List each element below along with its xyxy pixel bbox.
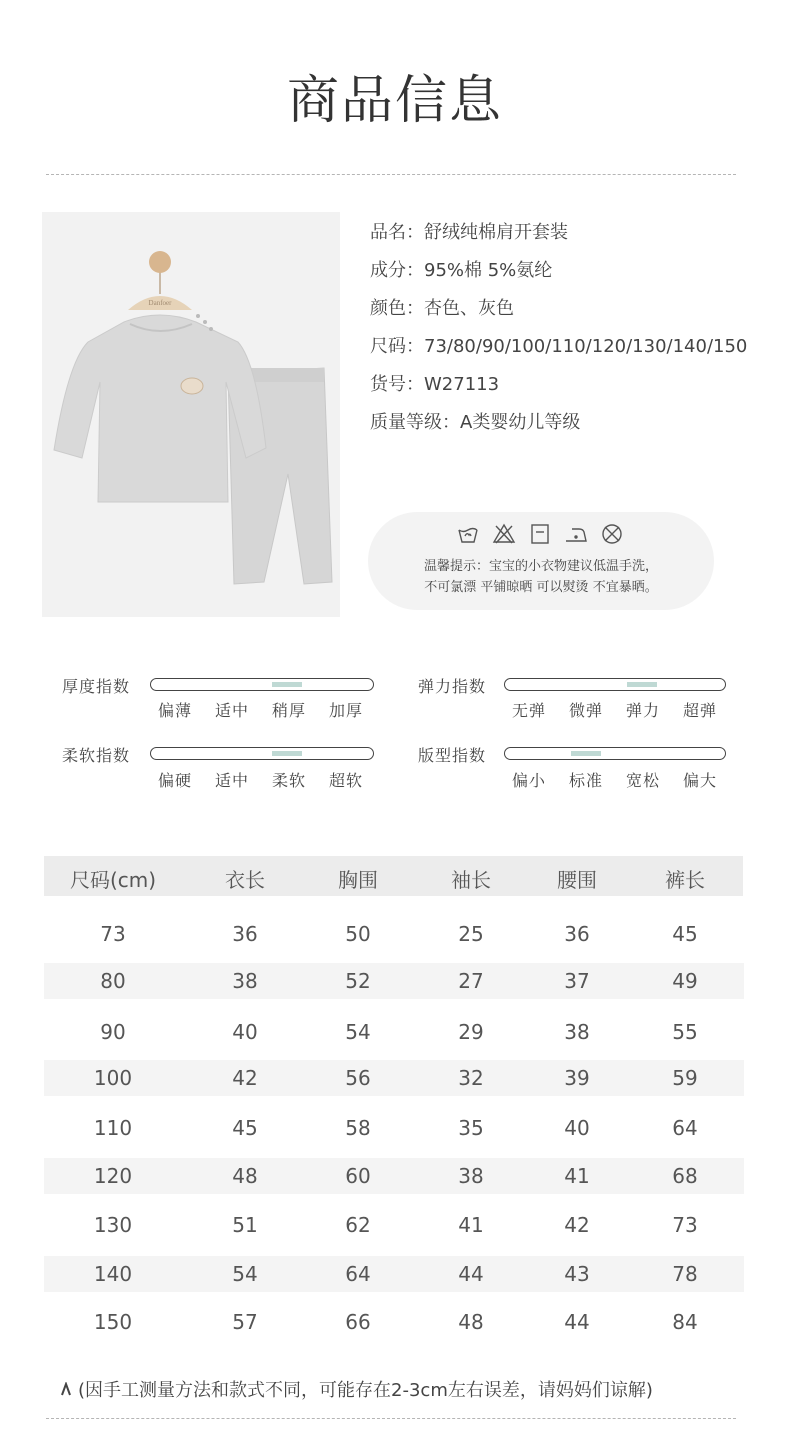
table-cell: 27 bbox=[458, 969, 484, 993]
info-row-size: 尺码：73/80/90/100/110/120/130/140/150 bbox=[370, 336, 748, 357]
table-header-cell: 腰围 bbox=[557, 868, 597, 892]
table-cell: 73 bbox=[100, 922, 126, 946]
table-row bbox=[44, 963, 744, 999]
page-title: 商品信息 bbox=[286, 71, 503, 131]
table-cell: 38 bbox=[564, 1020, 590, 1044]
table-cell: 40 bbox=[232, 1020, 258, 1044]
index-fit bbox=[418, 743, 486, 766]
table-cell: 52 bbox=[345, 969, 371, 993]
table-cell: 25 bbox=[458, 922, 484, 946]
ruler-icon bbox=[60, 1380, 74, 1401]
table-cell: 100 bbox=[93, 1066, 133, 1090]
table-cell: 36 bbox=[564, 922, 590, 946]
table-cell: 90 bbox=[100, 1020, 126, 1044]
divider-bottom bbox=[46, 1418, 736, 1419]
table-cell: 44 bbox=[458, 1262, 484, 1286]
table-cell: 29 bbox=[458, 1020, 484, 1044]
table-header-cell: 尺码(cm) bbox=[69, 868, 157, 892]
table-cell: 62 bbox=[345, 1213, 371, 1237]
table-row bbox=[44, 1158, 744, 1194]
index-label: 柔软指数 bbox=[62, 746, 131, 765]
table-cell: 140 bbox=[93, 1262, 133, 1286]
table-cell: 64 bbox=[672, 1116, 698, 1140]
index-marker bbox=[627, 682, 657, 687]
table-cell: 39 bbox=[564, 1066, 590, 1090]
info-row-material: 成分：95%棉 5%氨纶 bbox=[370, 260, 553, 281]
table-cell: 45 bbox=[232, 1116, 258, 1140]
care-icons bbox=[456, 522, 624, 546]
table-cell: 59 bbox=[672, 1066, 698, 1090]
table-cell: 54 bbox=[232, 1262, 258, 1286]
table-cell: 36 bbox=[232, 922, 258, 946]
index-label: 版型指数 bbox=[418, 746, 487, 765]
table-cell: 150 bbox=[93, 1310, 133, 1334]
index-options-softness: 偏硬 适中 柔软 超软 bbox=[158, 771, 364, 790]
index-elasticity bbox=[418, 674, 486, 697]
table-cell: 84 bbox=[672, 1310, 698, 1334]
table-cell: 51 bbox=[232, 1213, 258, 1237]
table-row bbox=[44, 916, 744, 952]
table-cell: 48 bbox=[232, 1164, 258, 1188]
table-header-cell: 裤长 bbox=[665, 868, 705, 892]
table-cell: 55 bbox=[672, 1020, 698, 1044]
index-options-elasticity: 无弹 微弹 弹力 超弹 bbox=[512, 701, 718, 720]
flat-dry-icon bbox=[528, 522, 552, 546]
info-row-name: 品名：舒绒纯棉肩开套装 bbox=[370, 222, 568, 243]
table-row bbox=[44, 1304, 744, 1340]
table-cell: 32 bbox=[458, 1066, 484, 1090]
index-marker bbox=[272, 751, 302, 756]
table-cell: 41 bbox=[564, 1164, 590, 1188]
table-header-cell: 衣长 bbox=[225, 868, 265, 892]
table-cell: 44 bbox=[564, 1310, 590, 1334]
no-tumble-dry-icon bbox=[600, 522, 624, 546]
table-row bbox=[44, 1256, 744, 1292]
index-softness bbox=[62, 743, 130, 766]
table-cell: 49 bbox=[672, 969, 698, 993]
table-cell: 42 bbox=[232, 1066, 258, 1090]
divider-top bbox=[46, 174, 736, 175]
info-row-grade: 质量等级：A类婴幼儿等级 bbox=[370, 412, 581, 433]
table-cell: 78 bbox=[672, 1262, 698, 1286]
table-cell: 42 bbox=[564, 1213, 590, 1237]
index-track-softness bbox=[150, 747, 374, 760]
table-cell: 120 bbox=[93, 1164, 133, 1188]
table-cell: 73 bbox=[672, 1213, 698, 1237]
info-row-color: 颜色：杏色、灰色 bbox=[370, 298, 514, 319]
table-row bbox=[44, 1060, 744, 1096]
table-cell: 66 bbox=[345, 1310, 371, 1334]
index-thickness bbox=[62, 674, 130, 697]
index-track-elasticity bbox=[504, 678, 726, 691]
table-cell: 40 bbox=[564, 1116, 590, 1140]
table-cell: 57 bbox=[232, 1310, 258, 1334]
size-table-header bbox=[44, 856, 743, 896]
table-cell: 110 bbox=[93, 1116, 133, 1140]
product-image bbox=[42, 212, 340, 617]
index-track-fit bbox=[504, 747, 726, 760]
index-options-fit: 偏小 标准 宽松 偏大 bbox=[512, 771, 718, 790]
care-text: 温馨提示：宝宝的小衣物建议低温手洗， 不可氯漂 平铺晾晒 可以熨烫 不宜暴晒。 bbox=[423, 559, 658, 595]
info-row-sku: 货号：W27113 bbox=[370, 374, 500, 395]
table-header-cell: 胸围 bbox=[338, 868, 378, 892]
index-marker bbox=[571, 751, 601, 756]
table-cell: 64 bbox=[345, 1262, 371, 1286]
index-label: 弹力指数 bbox=[418, 677, 487, 696]
index-options-thickness: 偏薄 适中 稍厚 加厚 bbox=[158, 701, 364, 720]
table-cell: 60 bbox=[345, 1164, 371, 1188]
table-cell: 54 bbox=[345, 1020, 371, 1044]
table-row bbox=[44, 1110, 744, 1146]
table-cell: 45 bbox=[672, 922, 698, 946]
hand-wash-icon bbox=[456, 522, 480, 546]
hanger-logo: Danfoer bbox=[148, 299, 172, 307]
table-cell: 38 bbox=[458, 1164, 484, 1188]
table-cell: 43 bbox=[564, 1262, 590, 1286]
table-cell: 35 bbox=[458, 1116, 484, 1140]
no-bleach-icon bbox=[492, 522, 516, 546]
table-cell: 38 bbox=[232, 969, 258, 993]
index-track-thickness bbox=[150, 678, 374, 691]
table-header-cell: 袖长 bbox=[451, 868, 491, 892]
index-marker bbox=[272, 682, 302, 687]
care-tips bbox=[368, 512, 714, 610]
iron-icon bbox=[564, 522, 588, 546]
table-cell: 48 bbox=[458, 1310, 484, 1334]
table-cell: 80 bbox=[100, 969, 126, 993]
table-cell: 68 bbox=[672, 1164, 698, 1188]
product-info bbox=[370, 218, 747, 446]
index-label: 厚度指数 bbox=[62, 677, 131, 696]
table-row bbox=[44, 1014, 744, 1050]
table-cell: 130 bbox=[93, 1213, 133, 1237]
table-cell: 56 bbox=[345, 1066, 371, 1090]
table-cell: 58 bbox=[345, 1116, 371, 1140]
measurement-note: (因手工测量方法和款式不同，可能存在2-3cm左右误差，请妈妈们谅解) bbox=[60, 1376, 653, 1402]
table-cell: 50 bbox=[345, 922, 371, 946]
table-row bbox=[44, 1207, 744, 1243]
table-cell: 37 bbox=[564, 969, 590, 993]
table-cell: 41 bbox=[458, 1213, 484, 1237]
